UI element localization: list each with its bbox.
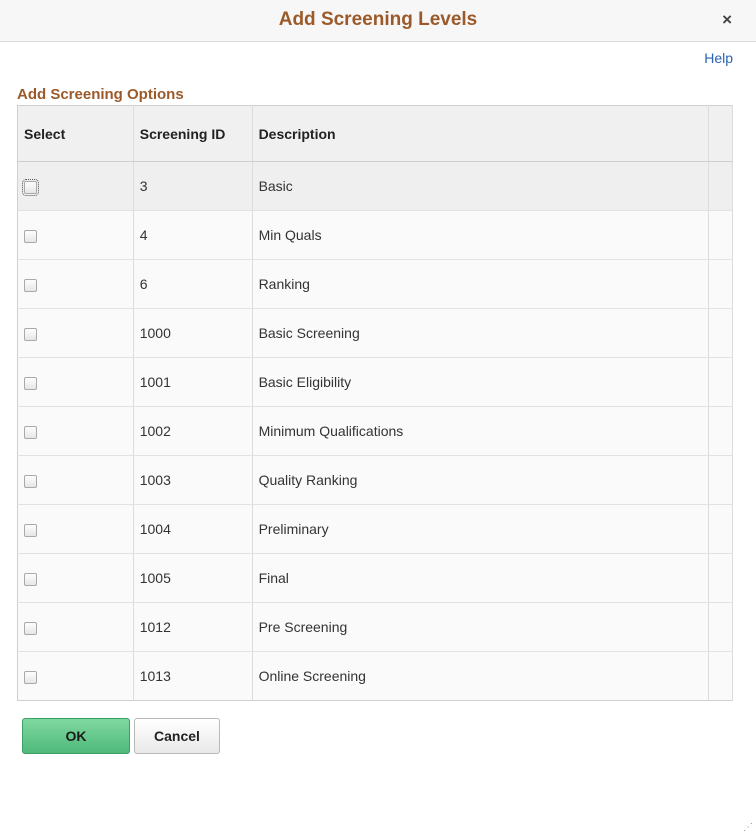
description-cell: Ranking [252,260,708,309]
row-spacer [709,358,733,407]
select-checkbox[interactable] [24,475,37,488]
table-row[interactable] [18,652,733,701]
select-checkbox[interactable] [24,622,37,635]
row-spacer [709,211,733,260]
description-cell: Final [252,554,708,603]
screening-id-cell: 1002 [133,407,252,456]
description-cell: Preliminary [252,505,708,554]
select-checkbox[interactable] [24,377,37,390]
header-description: Description [252,106,708,162]
screening-id-cell: 1001 [133,358,252,407]
select-checkbox[interactable] [24,671,37,684]
select-cell [18,505,134,554]
select-checkbox[interactable] [24,230,37,243]
row-spacer [709,505,733,554]
description-cell: Basic Screening [252,309,708,358]
ok-button[interactable]: OK [22,718,130,754]
select-cell [18,652,134,701]
row-spacer [709,407,733,456]
description-cell: Min Quals [252,211,708,260]
select-cell [18,309,134,358]
table-row[interactable] [18,260,733,309]
table-row[interactable] [18,162,733,211]
row-spacer [709,554,733,603]
description-cell: Online Screening [252,652,708,701]
select-cell [18,211,134,260]
screening-options-grid [17,105,733,701]
row-spacer [709,603,733,652]
header-screening-id: Screening ID [133,106,252,162]
dialog-title: Add Screening Levels [278,9,478,30]
table-row[interactable] [18,309,733,358]
screening-id-cell: 1000 [133,309,252,358]
screening-id-cell: 1005 [133,554,252,603]
screening-id-cell: 1013 [133,652,252,701]
row-spacer [709,652,733,701]
table-row[interactable] [18,554,733,603]
select-checkbox[interactable] [24,426,37,439]
select-cell [18,358,134,407]
table-row[interactable] [18,603,733,652]
select-checkbox[interactable] [24,181,37,194]
description-cell: Basic [252,162,708,211]
table-row[interactable] [18,505,733,554]
dialog-titlebar [0,0,756,42]
select-cell [18,456,134,505]
grid-header-row [18,106,733,162]
select-checkbox[interactable] [24,279,37,292]
screening-id-cell: 3 [133,162,252,211]
select-checkbox[interactable] [24,573,37,586]
description-cell: Quality Ranking [252,456,708,505]
screening-id-cell: 4 [133,211,252,260]
select-cell [18,162,134,211]
row-spacer [709,162,733,211]
row-spacer [709,456,733,505]
resize-grip-icon[interactable]: ⋰ [743,822,753,833]
screening-id-cell: 1003 [133,456,252,505]
row-spacer [709,260,733,309]
select-cell [18,260,134,309]
table-row[interactable] [18,211,733,260]
select-checkbox[interactable] [24,524,37,537]
table-row[interactable] [18,456,733,505]
table-row[interactable] [18,407,733,456]
section-title: Add Screening Options [17,86,184,103]
table-row[interactable] [18,358,733,407]
select-checkbox[interactable] [24,328,37,341]
close-icon[interactable]: × [722,10,732,29]
header-spacer [709,106,733,162]
row-spacer [709,309,733,358]
description-cell: Basic Eligibility [252,358,708,407]
select-cell [18,554,134,603]
description-cell: Minimum Qualifications [252,407,708,456]
screening-id-cell: 1012 [133,603,252,652]
header-select: Select [18,106,134,162]
screening-id-cell: 1004 [133,505,252,554]
help-link[interactable]: Help [704,50,733,66]
select-cell [18,407,134,456]
cancel-button[interactable]: Cancel [134,718,220,754]
description-cell: Pre Screening [252,603,708,652]
select-cell [18,603,134,652]
screening-id-cell: 6 [133,260,252,309]
